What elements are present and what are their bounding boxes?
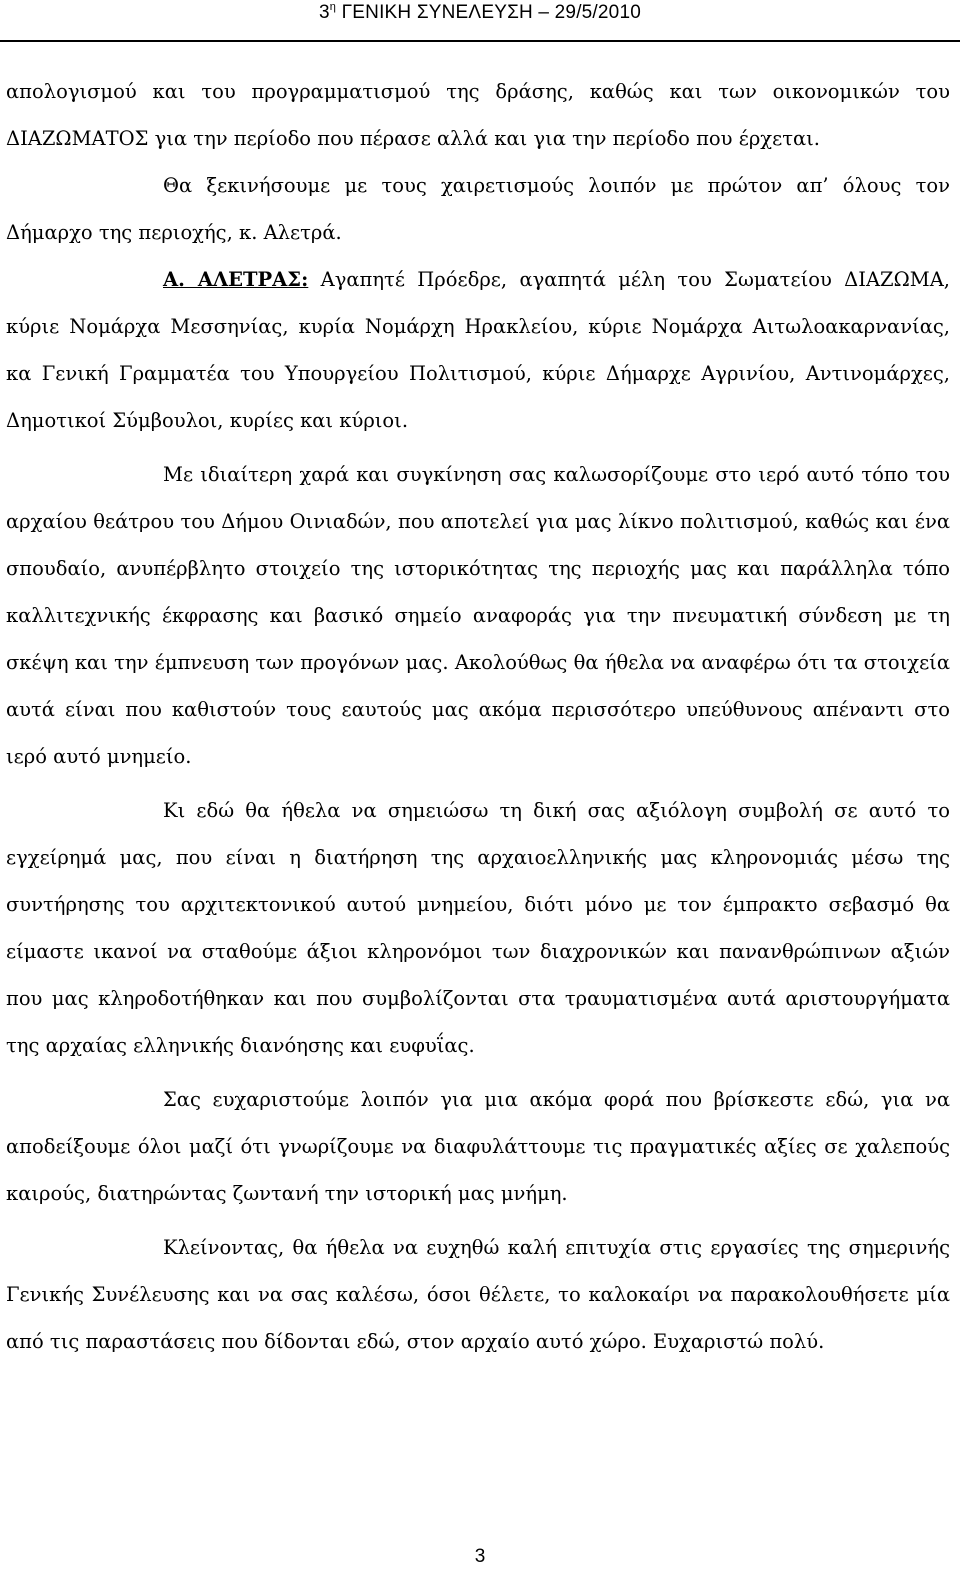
paragraph-speech-opening — [6, 256, 950, 444]
speech-opening-text: Αγαπητέ Πρόεδρε, αγαπητά μέλη του Σωματείου ΔΙΑΖΩΜΑ, κύριε Νομάρχα Μεσσηνίας, κυρία Νομάρχη Ηρακλείου, κύριε Νομάρχα Αιτωλοακαρνανίας, κα Γενική Γραμματέα του Υπουργείου Πολιτισμού, κύριε Δήμαρχε Αγρινίου, Αντινομάρχες, Δημοτικοί Σύμβουλοι, κυρίες και κύριοι. — [6, 268, 950, 432]
paragraph-continuation: απολογισμού και του προγραμματισμού της δράσης, καθώς και των οικονομικών του ΔΙΑΖΩΜΑΤΟΣ για την περίοδο που πέρασε αλλά και για την περίοδο που έρχεται. — [6, 80, 950, 150]
header-ordinal: 3 — [319, 2, 330, 23]
header-title: ΓΕΝΙΚΗ ΣΥΝΕΛΕΥΣΗ – 29/5/2010 — [336, 2, 641, 23]
page-number: 3 — [474, 1546, 486, 1567]
paragraph-greetings-intro: Θα ξεκινήσουμε με τους χαιρετισμούς λοιπόν με πρώτον απ’ όλους τον Δήμαρχο της περιοχής, κ. Αλετρά. — [6, 174, 950, 244]
document-body — [6, 68, 950, 1365]
paragraph-welcome: Με ιδιαίτερη χαρά και συγκίνηση σας καλωσορίζουμε στο ιερό αυτό τόπο του αρχαίου θεάτρου του Δήμου Οινιαδών, που αποτελεί για μας λίκνο πολιτισμού, καθώς και ένα σπουδαίο, ανυπέρβλητο στοιχείο της ιστορικότητας της περιοχής μας και παράλληλα τόπο καλλιτεχνικής έκφρασης και βασικό σημείο αναφοράς για την πνευματική σύνδεση με τη σκέψη και την έμπνευση των προγόνων μας. Ακολούθως θα ήθελα να αναφέρω ότι τα στοιχεία αυτά είναι που καθιστούν τους εαυτούς μας ακόμα περισσότερο υπεύθυνους απέναντι στο ιερό αυτό μνημείο. — [6, 463, 950, 768]
paragraph-contribution: Κι εδώ θα ήθελα να σημειώσω τη δική σας αξιόλογη συμβολή σε αυτό το εγχείρημά μας, που είναι η διατήρηση της αρχαιοελληνικής μας κληρονομιάς μέσω της συντήρησης του αρχιτεκτονικού αυτού μνημείου, διότι μόνο με τον έμπρακτο σεβασμό θα είμαστε ικανοί να σταθούμε άξιοι κληρονόμοι των διαχρονικών και πανανθρώπινων αξιών που μας κληροδοτήθηκαν και που συμβολίζονται στα τραυματισμένα αυτά αριστουργήματα της αρχαίας ελληνικής διανόησης και ευφυΐας. — [6, 799, 950, 1057]
paragraph-thanks: Σας ευχαριστούμε λοιπόν για μια ακόμα φορά που βρίσκεστε εδώ, για να αποδείξουμε όλοι μαζί ότι γνωρίζουμε να διαφυλάττουμε τις πραγματικές αξίες σε χαλεπούς καιρούς, διατηρώντας ζωντανή την ιστορική μας μνήμη. — [6, 1088, 950, 1205]
page-header — [0, 2, 960, 24]
header-superscript: η — [329, 1, 337, 13]
header-rule — [0, 40, 960, 42]
speaker-label: Α. ΑΛΕΤΡΑΣ: — [163, 268, 309, 291]
paragraph-closing: Κλείνοντας, θα ήθελα να ευχηθώ καλή επιτυχία στις εργασίες της σημερινής Γενικής Συνέλευσης και να σας καλέσω, όσοι θέλετε, το καλοκαίρι να παρακολουθήσετε μία από τις παραστάσεις που δίδονται εδώ, στον αρχαίο αυτό χώρο. Ευχαριστώ πολύ. — [6, 1236, 950, 1353]
